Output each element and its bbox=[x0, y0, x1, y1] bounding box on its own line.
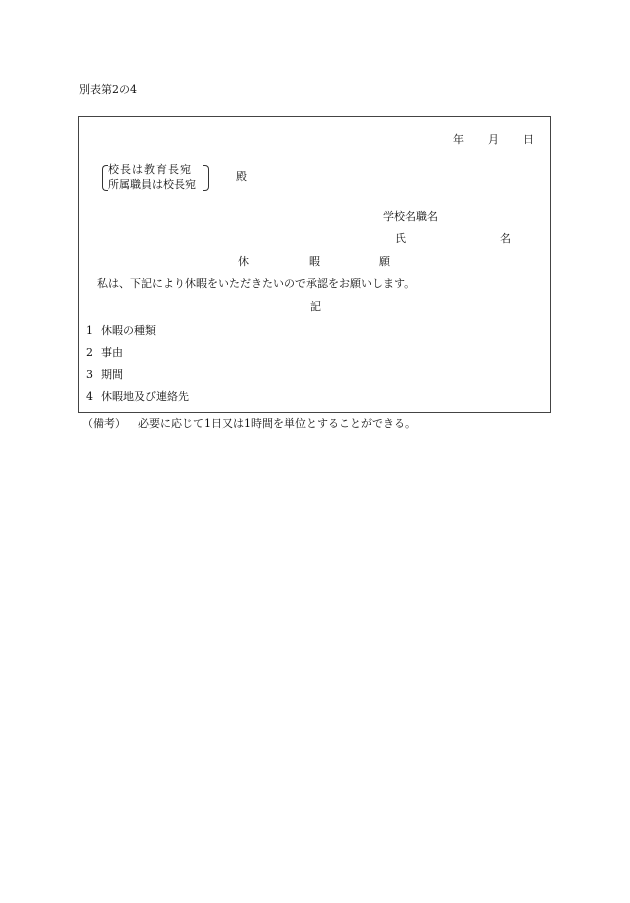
record-label: 記 bbox=[310, 300, 321, 313]
item-3-label: 期間 bbox=[101, 368, 123, 381]
name-label-1: 氏 bbox=[395, 232, 406, 245]
right-bracket bbox=[203, 165, 209, 191]
item-1-label: 休暇の種類 bbox=[101, 324, 156, 337]
school-position-label: 学校名職名 bbox=[383, 210, 438, 223]
item-2-number: 2 bbox=[86, 346, 93, 359]
addressee-line-2: 所属職員は校長宛 bbox=[108, 178, 196, 191]
item-1-number: 1 bbox=[86, 324, 93, 337]
item-2-label: 事由 bbox=[101, 346, 123, 359]
form-title-char-3: 願 bbox=[379, 255, 390, 268]
date-year-label: 年 bbox=[453, 133, 464, 146]
request-text: 私は、下記により休暇をいただきたいので承認をお願いします。 bbox=[97, 277, 416, 290]
form-title-char-1: 休 bbox=[238, 255, 249, 268]
date-month-label: 月 bbox=[488, 133, 499, 146]
date-day-label: 日 bbox=[523, 133, 534, 146]
item-3-number: 3 bbox=[86, 368, 93, 381]
item-4-label: 休暇地及び連絡先 bbox=[101, 390, 189, 403]
item-4-number: 4 bbox=[86, 390, 93, 403]
remarks-text: 必要に応じて1日又は1時間を単位とすることができる。 bbox=[138, 417, 416, 430]
remarks-label: （備考） bbox=[82, 417, 126, 430]
form-title-char-2: 暇 bbox=[309, 255, 320, 268]
form-number: 別表第2の4 bbox=[79, 83, 137, 96]
name-label-2: 名 bbox=[500, 232, 511, 245]
honorific: 殿 bbox=[236, 170, 247, 183]
addressee-line-1: 校長は教育長宛 bbox=[108, 163, 192, 176]
